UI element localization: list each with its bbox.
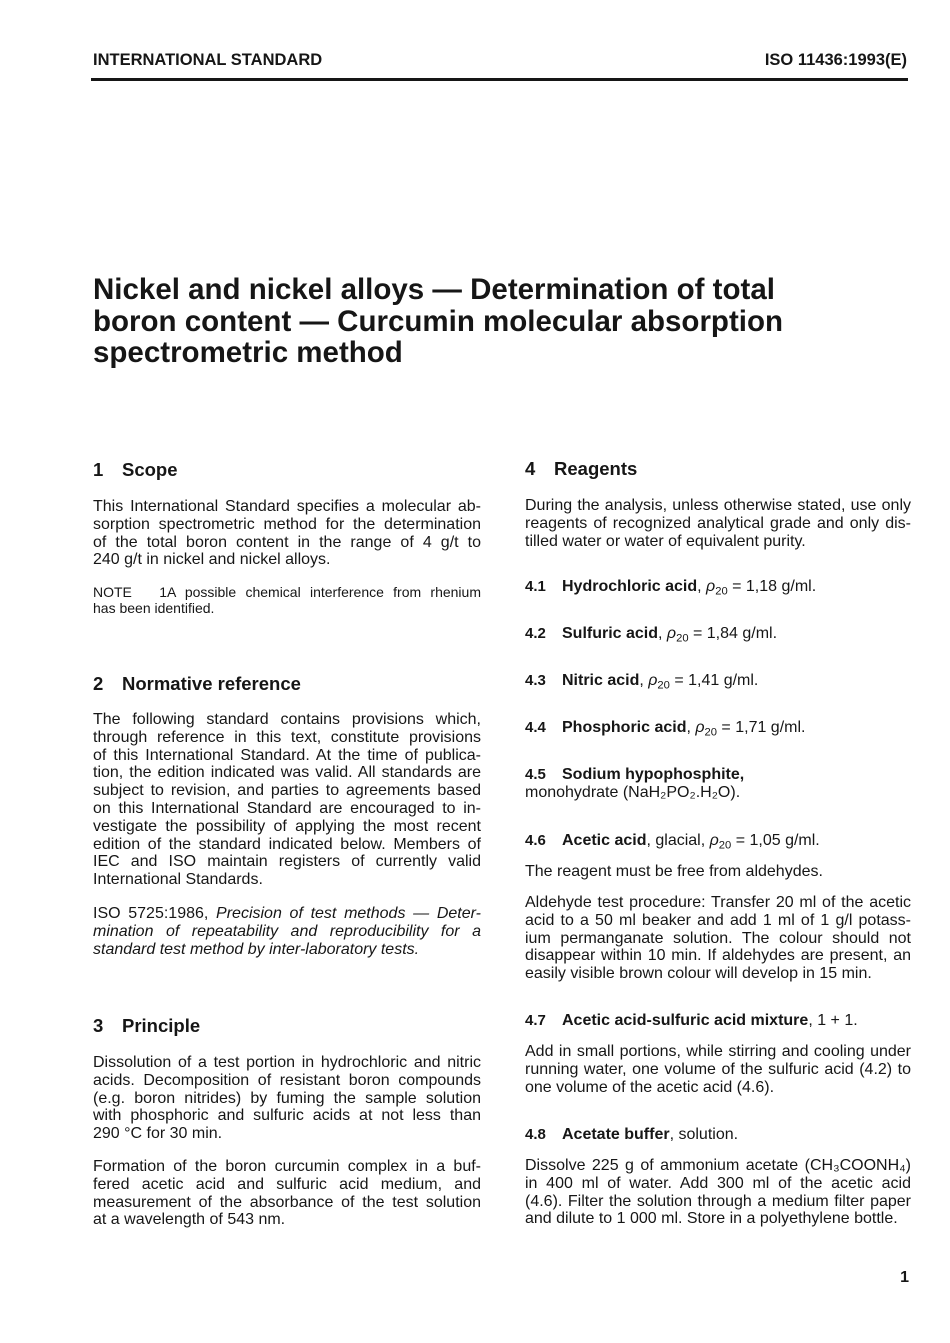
paragraph-line: running water, one volume of the sulfuric acid (4.2) to [525,1060,911,1078]
density-subscript: 20 [676,632,689,645]
title-line: Nickel and nickel alloys — Determination of total [93,273,775,306]
paragraph-line: The following standard contains provisions which, [93,711,481,728]
reagent-name: Acetate buffer [562,1126,670,1143]
section-title: Principle [122,1015,201,1036]
reagents-intro-paragraph [525,497,911,550]
paragraph-line: This International Standard specifies a molecular ab- [93,498,481,515]
reagent-paragraph [525,1043,911,1096]
paragraph-line: edition of the standard indicated below. Members of [93,835,481,853]
density-value: = 1,41 g/ml. [669,672,759,689]
reagent-suffix: , [658,625,667,642]
density-value: = 1,05 g/ml. [731,832,820,849]
page-number: 1 [900,1269,909,1286]
reagent-line [525,766,911,784]
reference-line [93,905,481,923]
reagent-item [525,719,911,737]
paragraph-line: 240 g/t in nickel and nickel alloys. [93,551,331,569]
title-line: spectrometric method [93,336,403,369]
density-value: = 1,71 g/ml. [716,719,806,736]
paragraph-line: tilled water or water of equivalent purity. [525,532,806,550]
reagent-name: Hydrochloric acid [562,578,698,595]
header-rule [91,78,908,81]
document-type-label: INTERNATIONAL STANDARD [93,51,323,69]
section-title: Scope [122,459,178,480]
reagent-suffix: , solution. [669,1126,739,1143]
paragraph-line: ium permanganate solution. The colour should not [525,929,911,947]
paragraph-line: sorption spectrometric method for the determination [93,515,481,533]
paragraph-line: at a wavelength of 543 nm. [93,1211,286,1229]
clause-number: 4.6 [525,832,546,849]
clause-number: 4.1 [525,578,546,595]
principle-paragraph [93,1054,481,1143]
section-number: 1 [93,459,104,480]
reagent-item [525,832,911,850]
referenced-standard [93,905,481,958]
section-title: Reagents [554,458,638,479]
density-subscript: 20 [657,679,670,692]
paragraph-line: tion, the edition indicated was valid. All standards are [93,764,481,782]
section-number: 3 [93,1015,104,1036]
paragraph-line: fered acetic acid and sulfuric acid medium, and [93,1175,481,1193]
reagent-suffix: , glacial, [646,832,710,849]
paragraph-line: in 400 ml of water. Add 300 ml of the acetic acid [525,1174,911,1192]
paragraph-line: and dilute to 1 000 ml. Store in a polyethylene bottle. [525,1210,898,1228]
paragraph-line: reagents of recognized analytical grade and only dis- [525,514,911,532]
standard-designation: ISO 11436:1993(E) [764,51,907,69]
clause-number: 4.8 [525,1126,546,1143]
section-heading-normative-reference [93,673,481,695]
density-subscript: 20 [704,726,717,739]
section-number: 4 [525,458,536,479]
reference-designation: ISO 5725:1986, [93,905,217,922]
section-heading-principle [93,1015,481,1037]
scope-note [93,585,481,616]
reference-title: mination of repeatability and reproducibility for a [93,922,481,940]
note-text: A possible chemical interference from rhenium [167,584,481,600]
section-number: 2 [93,673,104,694]
paragraph-line: one volume of the acetic acid (4.6). [525,1078,775,1096]
paragraph-line: vestigate the possibility of applying the most recent [93,817,481,835]
clause-number: 4.3 [525,672,546,689]
paragraph-line: Dissolution of a test portion in hydrochloric and nitric [93,1054,481,1071]
density-subscript: 20 [715,585,728,598]
paragraph-line: (4.6). Filter the solution through a medium filter paper [525,1192,911,1210]
reagent-item [525,766,911,802]
reference-title: Precision of test methods — Deter- [216,905,482,922]
reagent-suffix: , [686,719,696,736]
reagent-suffix: , 1 + 1. [808,1012,858,1029]
clause-number: 4.5 [525,766,546,783]
note-label: NOTE 1 [93,584,167,600]
paragraph-line: International Standards. [93,871,263,889]
paragraph-line: subject to revision, and parties to agreements based [93,782,481,800]
note-line: has been identified. [93,599,215,616]
density-symbol: ρ [648,672,658,689]
density-value: = 1,84 g/ml. [688,625,778,642]
reference-line [93,923,481,941]
reagent-name: Nitric acid [562,672,640,689]
reagent-item [525,578,911,596]
document-title [93,274,783,369]
paragraph-line: disappear within 10 min. If aldehydes are present, an [525,947,911,965]
paragraph-line: on this International Standard are encouraged to in- [93,799,481,817]
principle-paragraph [93,1158,481,1229]
section-title: Normative reference [122,673,301,694]
reagent-paragraph [525,1157,911,1228]
paragraph-line: Add in small portions, while stirring and cooling under [525,1043,911,1060]
reagent-name: Phosphoric acid [562,719,687,736]
paragraph-line: The reagent must be free from aldehydes. [525,863,823,880]
reference-line [93,941,481,959]
paragraph-line: Dissolve 225 g of ammonium acetate (CH₃COONH₄) [525,1157,911,1174]
reagent-item [525,625,911,643]
title-line: boron content — Curcumin molecular absorption [93,304,784,338]
note-line [93,585,481,601]
clause-number: 4.4 [525,719,546,736]
paragraph-line: measurement of the absorbance of the test solution [93,1193,481,1211]
density-symbol: ρ [695,719,705,736]
reagent-name: Sulfuric acid [562,625,659,642]
section-heading-scope [93,459,481,481]
reagent-name: Acetic acid [562,832,647,849]
density-symbol: ρ [709,832,719,849]
paragraph-line: with phosphoric and sulfuric acids at not less than [93,1107,481,1125]
clause-number: 4.2 [525,625,546,642]
density-symbol: ρ [706,578,716,595]
section-heading-reagents [525,458,911,480]
paragraph-line: IEC and ISO maintain registers of currently valid [93,853,481,871]
paragraph-line: through reference in this text, constitute provisions [93,728,481,746]
normative-reference-paragraph [93,711,481,889]
reagent-name: Acetic acid-sulfuric acid mixture [562,1012,809,1029]
paragraph-line: During the analysis, unless otherwise stated, use only [525,497,911,514]
reagent-item [525,1126,911,1144]
reagent-continuation: monohydrate (NaH₂PO₂.H₂O). [525,783,741,801]
reagent-paragraph [525,894,911,983]
density-subscript: 20 [718,839,732,852]
paragraph-line: 290 °C for 30 min. [93,1125,223,1143]
reference-title: standard test method by inter-laboratory tests. [93,940,420,958]
reagent-suffix: , [639,672,649,689]
paragraph-line: acid to a 50 ml beaker and add 1 ml of 1 g/l potass- [525,911,911,929]
paragraph-line: of the total boron content in the range of 4 g/t to [93,533,481,551]
paragraph-line: Formation of the boron curcumin complex in a buf- [93,1158,481,1175]
paragraph-line: (e.g. boron nitrides) by fuming the sample solution [93,1089,481,1107]
density-symbol: ρ [666,625,677,642]
reagent-item [525,672,911,690]
paragraph-line: Aldehyde test procedure: Transfer 20 ml of the acetic [525,894,911,911]
clause-number: 4.7 [525,1012,546,1029]
paragraph-line: easily visible brown colour will develop in 15 min. [525,965,872,983]
reagent-item [525,1012,911,1030]
reagent-suffix: , [697,578,707,595]
reagent-name: Sodium hypophosphite, [562,766,745,783]
density-value: = 1,18 g/ml. [727,578,817,595]
paragraph-line: of this International Standard. At the time of publica- [93,746,481,764]
paragraph-line: acids. Decomposition of resistant boron compounds [93,1071,481,1089]
scope-paragraph [93,498,481,569]
reagent-paragraph [525,863,911,881]
